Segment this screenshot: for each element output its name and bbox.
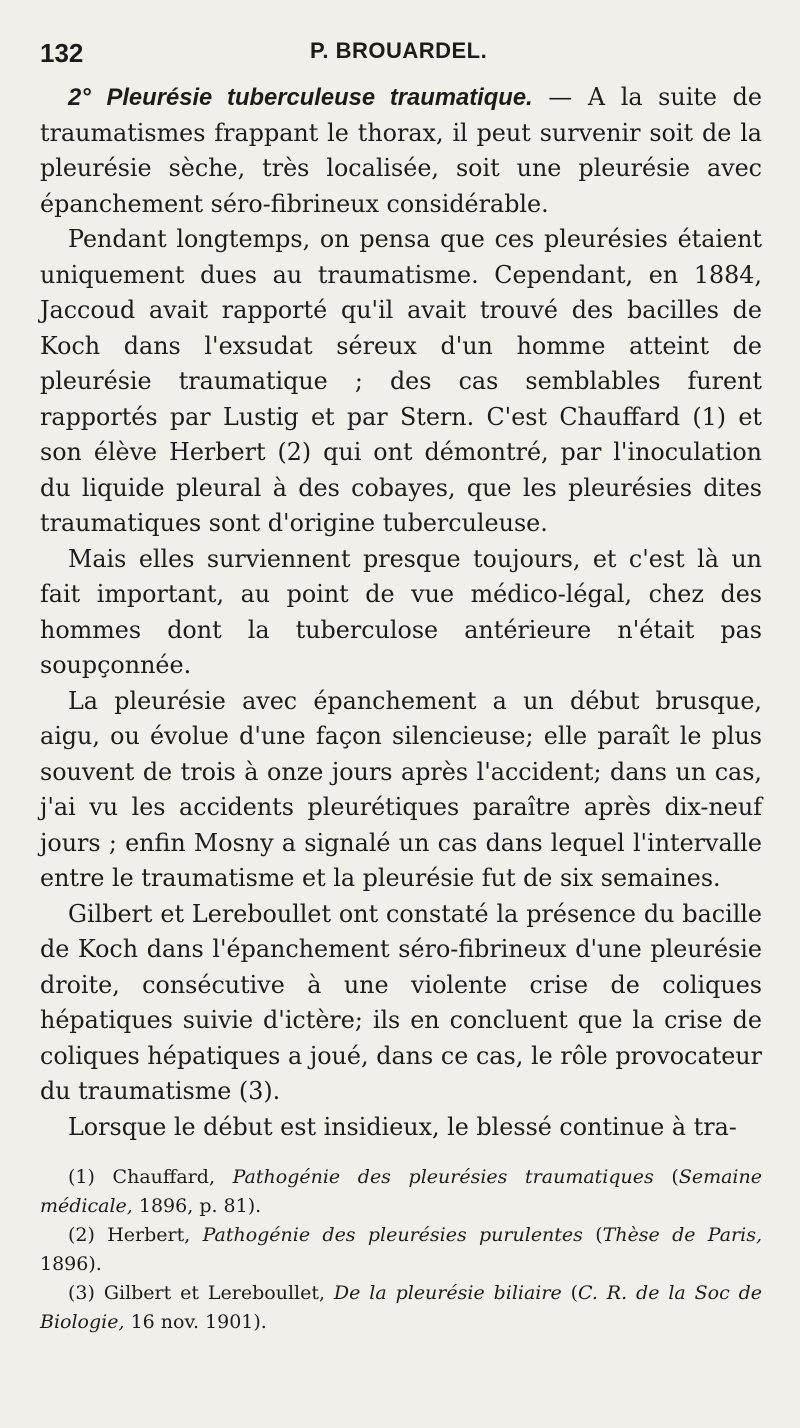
footnote-author: Gilbert et Lereboullet, (103, 1282, 326, 1304)
body-text (40, 80, 762, 1145)
section-intro: — A la suite de traumatismes frappant le thorax, il peut survenir soit de la pleurésie sèche, très localisée, soit une pleurésie avec épanchement séro-fibrineux considérable. (40, 83, 762, 218)
footnote-source: Semaine médicale, (40, 1166, 762, 1217)
footnote-source: Thèse de Paris, (602, 1224, 763, 1246)
section-paragraph (40, 80, 762, 222)
footnotes (40, 1163, 762, 1337)
footnote-rest: 16 nov. 1901). (124, 1311, 267, 1333)
section-number: 2° (68, 84, 91, 111)
footnote-mark: (3) (68, 1282, 95, 1304)
footnote-mark: (2) (68, 1224, 95, 1246)
paragraph: Gilbert et Lereboullet ont constaté la présence du bacille de Koch dans l'épanchement séro-fibrineux d'une pleurésie droite, consécutive à une violente crise de coliques hépatiques suivie d'ictère; ils en concluent que la crise de coliques hépatiques a joué, dans ce cas, le rôle provocateur du traumatisme (3). (40, 899, 762, 1105)
footnote-title: Pathogénie des pleurésies purulentes (202, 1224, 583, 1246)
paragraph: Lorsque le début est insidieux, le blessé continue à tra- (68, 1112, 737, 1141)
footnote-source: C. R. de la Soc de Biologie, (40, 1282, 763, 1333)
footnote-author: Chauffard, (112, 1166, 215, 1188)
footnote-paren: ( (582, 1224, 603, 1246)
running-head: P. BROUARDEL. (310, 38, 488, 63)
paragraph: La pleurésie avec épanchement a un début brusque, aigu, ou évolue d'une façon silencieuse; elle paraît le plus souvent de trois à onze jours après l'accident; dans un cas, j'ai vu les accidents pleurétiques paraître après dix-neuf jours ; enfin Mosny a signalé un cas dans lequel l'intervalle entre le traumatisme et la pleurésie fut de six semaines. (40, 686, 762, 892)
footnote (40, 1221, 762, 1279)
paragraph: Pendant longtemps, on pensa que ces pleurésies étaient uniquement dues au traumatisme. Cependant, en 1884, Jaccoud avait rapporté qu'il avait trouvé des bacilles de Koch dans l'exsudat séreux d'un homme atteint de pleurésie traumatique ; des cas semblables furent rapportés par Lustig et par Stern. C'est Chauffard (1) et son élève Herbert (2) qui ont démontré, par l'inoculation du liquide pleural à des cobayes, que les pleurésies dites traumatiques sont d'origine tuberculeuse. (40, 225, 762, 537)
footnote-author: Herbert, (107, 1224, 191, 1246)
page-number: 132 (40, 38, 84, 68)
book-page (40, 30, 762, 1410)
footnote (40, 1163, 762, 1221)
footnote-title: Pathogénie des pleurésies traumatiques (232, 1166, 654, 1188)
footnote-title: De la pleurésie biliaire (333, 1282, 562, 1304)
footnote-paren: ( (653, 1166, 679, 1188)
page-header (40, 30, 762, 70)
footnote-rest: 1896). (40, 1253, 102, 1275)
footnote (40, 1279, 762, 1337)
section-title: Pleurésie tuberculeuse traumatique. (106, 84, 533, 111)
footnote-rest: 1896, p. 81). (132, 1195, 262, 1217)
paragraph: Mais elles surviennent presque toujours, et c'est là un fait important, au point de vue médico-légal, chez des hommes dont la tuberculose antérieure n'était pas soupçonnée. (40, 544, 762, 679)
footnote-paren: ( (561, 1282, 579, 1304)
footnote-mark: (1) (68, 1166, 95, 1188)
